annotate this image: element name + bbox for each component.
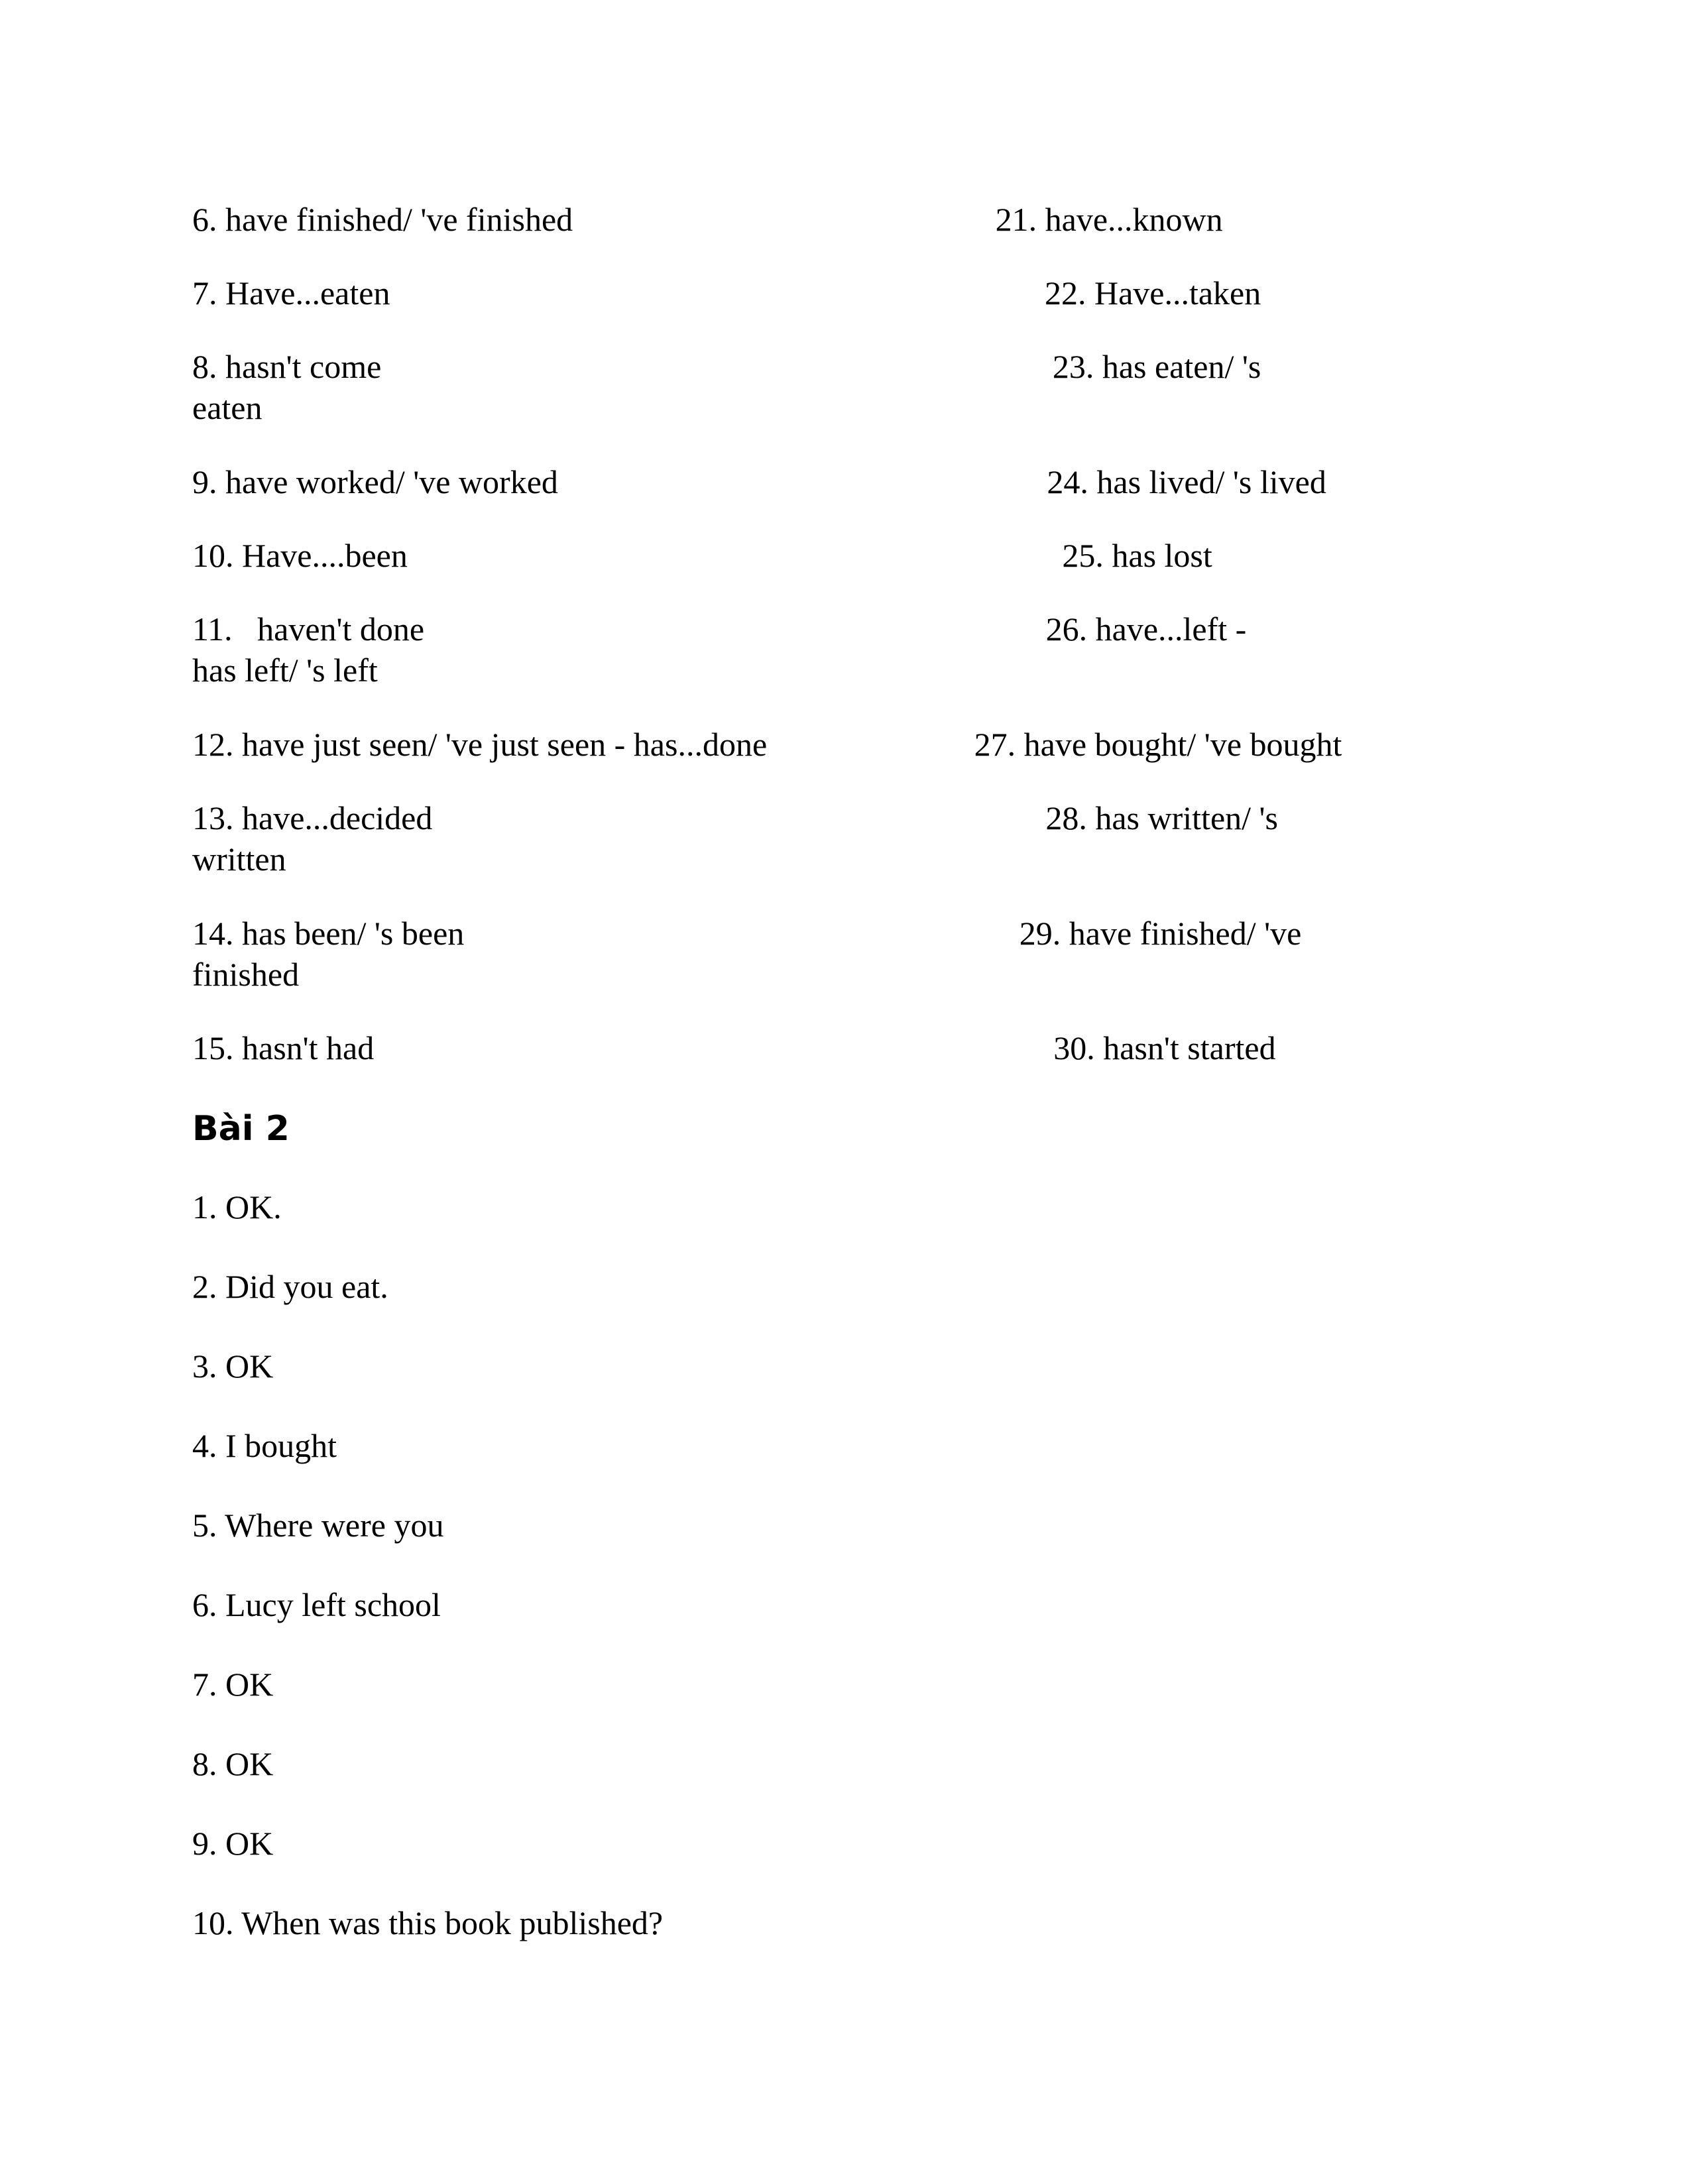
list-item: 5. Where were you: [192, 1507, 444, 1544]
list-item: 10. When was this book published?: [192, 1904, 664, 1941]
list-item: 6. Lucy left school: [192, 1586, 441, 1623]
answer-line-wrap: eaten: [192, 389, 262, 426]
list-item: 8. OK: [192, 1745, 274, 1782]
answer-line: 7. Have...eaten 22. Have...taken: [192, 274, 1261, 312]
list-item: 9. OK: [192, 1825, 274, 1862]
answer-line-wrap: has left/ 's left: [192, 652, 378, 689]
answer-line: 6. have finished/ 've finished 21. have...known: [192, 201, 1223, 238]
answer-line: 14. has been/ 's been 29. have finished/ 've: [192, 915, 1302, 952]
list-item: 7. OK: [192, 1666, 274, 1703]
list-item: 1. OK.: [192, 1188, 282, 1226]
list-item: 2. Did you eat.: [192, 1268, 388, 1305]
answer-line-wrap: written: [192, 840, 286, 878]
list-item: 4. I bought: [192, 1427, 337, 1464]
answer-line: 11. haven't done 26. have...left -: [192, 610, 1247, 648]
answer-line: 13. have...decided 28. has written/ 's: [192, 799, 1278, 836]
list-item: 3. OK: [192, 1348, 274, 1385]
section-heading: Bài 2: [192, 1109, 290, 1149]
answer-line: 9. have worked/ 've worked 24. has lived/ 's lived: [192, 463, 1326, 500]
answer-line: 8. hasn't come 23. has eaten/ 's: [192, 348, 1261, 385]
answer-line-wrap: finished: [192, 956, 300, 993]
answer-line: 12. have just seen/ 've just seen - has...done 27. have bought/ 've bought: [192, 726, 1342, 763]
answer-line: 15. hasn't had 30. hasn't started: [192, 1029, 1276, 1066]
answer-line: 10. Have....been 25. has lost: [192, 537, 1212, 574]
